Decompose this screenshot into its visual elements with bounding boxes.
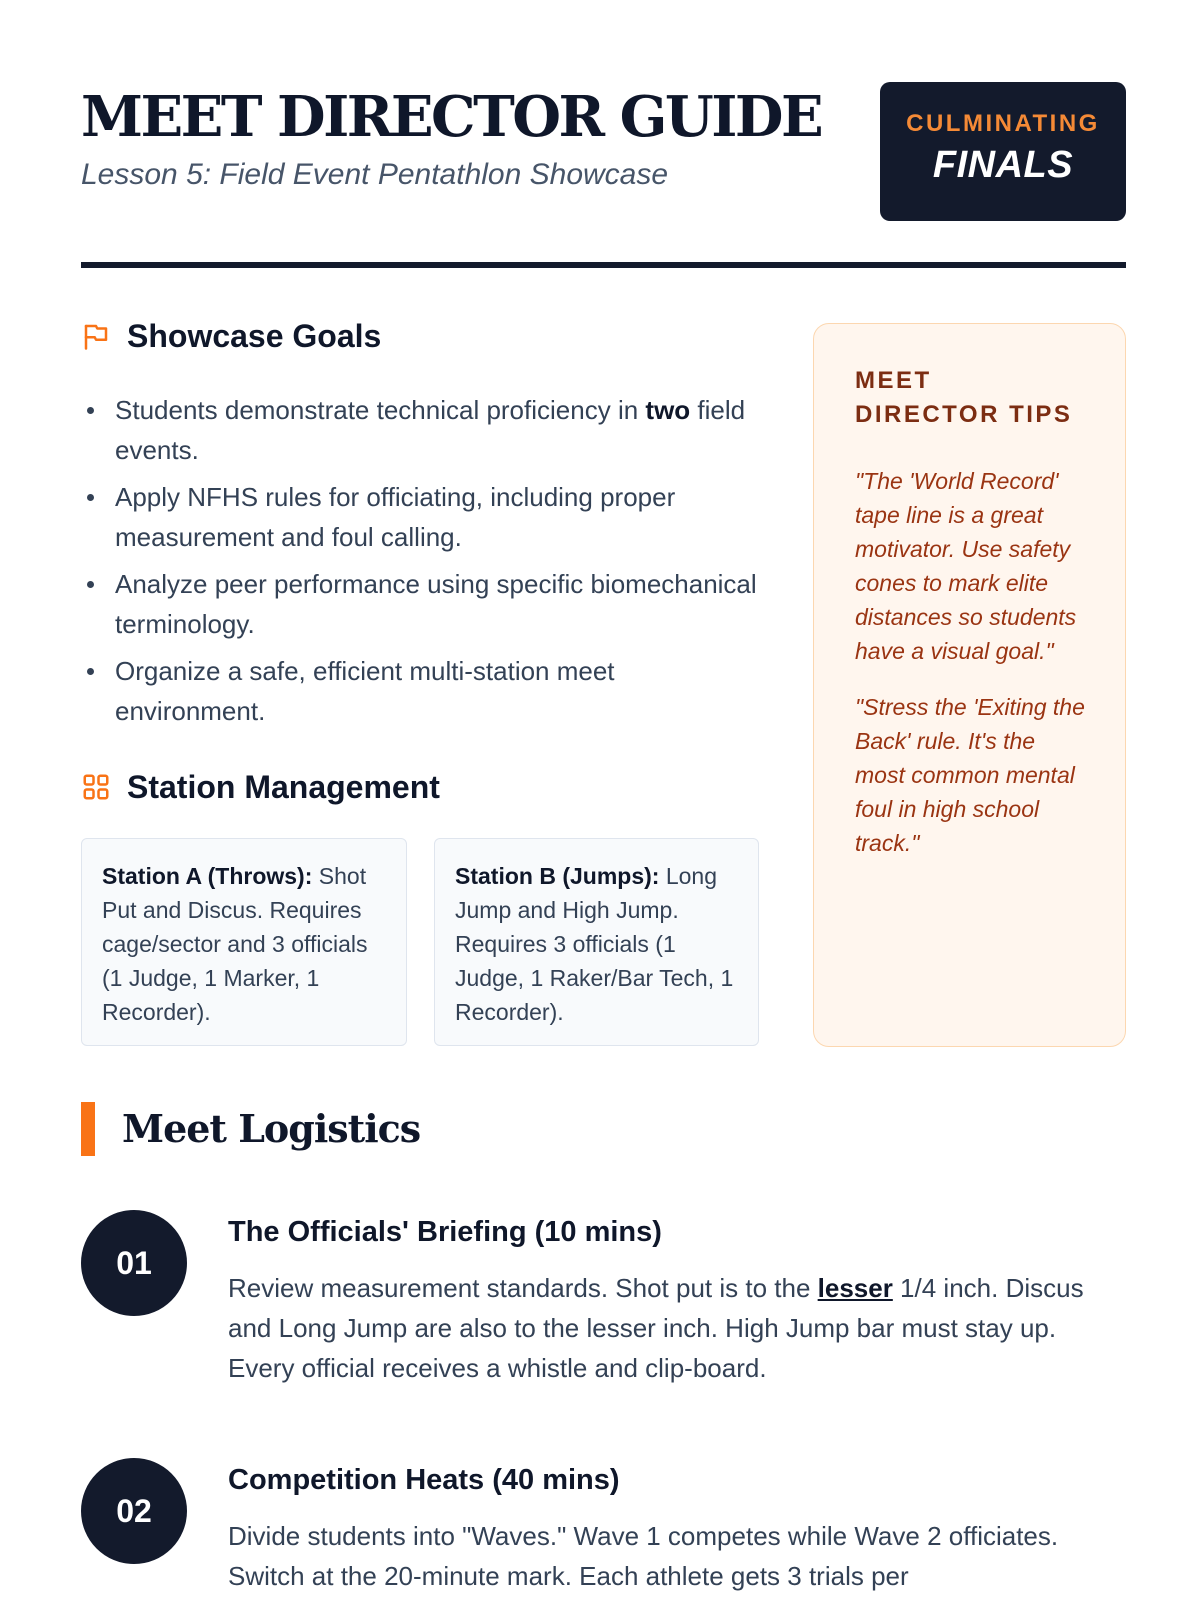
lesson-subtitle: Lesson 5: Field Event Pentathlon Showcase	[81, 158, 669, 191]
step-text: Divide students into "Waves." Wave 1 competes while Wave 2 officiates. Switch at the 20-minute mark. Each athlete gets 3 trials per	[228, 1521, 1059, 1591]
station-text: Long Jump and High Jump. Requires 3 officials (1 Judge, 1 Raker/Bar Tech, 1 Recorder).	[455, 863, 734, 1025]
bullet	[87, 494, 94, 501]
stations-title: Station Management	[127, 769, 440, 805]
tip-quote: "The 'World Record' tape line is a great motivator. Use safety cones to mark elite distances so students have a visual goal."	[855, 468, 1077, 664]
header-divider	[81, 262, 1126, 268]
guide-page	[81, 0, 1126, 1600]
tips-title: MEET DIRECTOR TIPS	[855, 367, 1073, 428]
list-item	[81, 390, 761, 470]
goals-list	[81, 390, 761, 738]
finals-badge	[880, 82, 1126, 221]
step-description	[228, 1516, 1126, 1596]
step-text: Review measurement standards. Shot put is to the	[228, 1273, 818, 1303]
goal-text: Organize a safe, efficient multi-station meet environment.	[115, 656, 615, 726]
badge-main-label: FINALS	[932, 144, 1074, 186]
step-title: Competition Heats (40 mins)	[228, 1464, 620, 1496]
station-label: Station B (Jumps):	[455, 863, 660, 889]
badge-top-label: CULMINATING	[906, 110, 1100, 137]
bullet	[87, 407, 94, 414]
goals-heading	[81, 316, 381, 356]
page-title: MEET DIRECTOR GUIDE	[81, 84, 822, 150]
station-text: Shot Put and Discus. Requires cage/sector and 3 officials (1 Judge, 1 Marker, 1 Recorder).	[102, 863, 368, 1025]
step-number-badge: 01	[81, 1210, 187, 1316]
grid-icon	[81, 772, 111, 802]
step-number-badge: 02	[81, 1458, 187, 1564]
flag-icon	[81, 321, 111, 351]
bullet	[87, 668, 94, 675]
logistics-title: Meet Logistics	[122, 1106, 421, 1151]
step-title: The Officials' Briefing (10 mins)	[228, 1216, 662, 1248]
station-label: Station A (Throws):	[102, 863, 313, 889]
list-item	[81, 564, 761, 644]
step-emphasis: lesser	[817, 1273, 893, 1303]
stations-heading	[81, 767, 440, 807]
list-item	[81, 651, 761, 731]
step-description	[228, 1268, 1126, 1388]
station-card-throws	[81, 838, 407, 1046]
goal-emphasis: two	[645, 395, 691, 425]
step-text: 1/4 inch. Discus and Long Jump are also to the lesser inch. High Jump bar must stay up. Every official receives a whistle and clip-board.	[228, 1273, 1084, 1383]
goal-text: Apply NFHS rules for officiating, including proper measurement and foul calling.	[115, 482, 676, 552]
accent-bar	[81, 1102, 95, 1156]
goals-title: Showcase Goals	[127, 318, 382, 354]
goal-text: field events.	[115, 395, 746, 465]
logistics-heading	[81, 1102, 420, 1156]
list-item	[81, 477, 761, 557]
goal-text: Students demonstrate technical proficiency in	[115, 395, 646, 425]
tip-quote: "Stress the 'Exiting the Back' rule. It's the most common mental foul in high school track."	[855, 694, 1085, 856]
page-header	[81, 82, 1126, 272]
bullet	[87, 581, 94, 588]
goal-text: Analyze peer performance using specific biomechanical terminology.	[115, 569, 757, 639]
station-card-jumps	[434, 838, 759, 1046]
tips-box	[813, 323, 1126, 1047]
